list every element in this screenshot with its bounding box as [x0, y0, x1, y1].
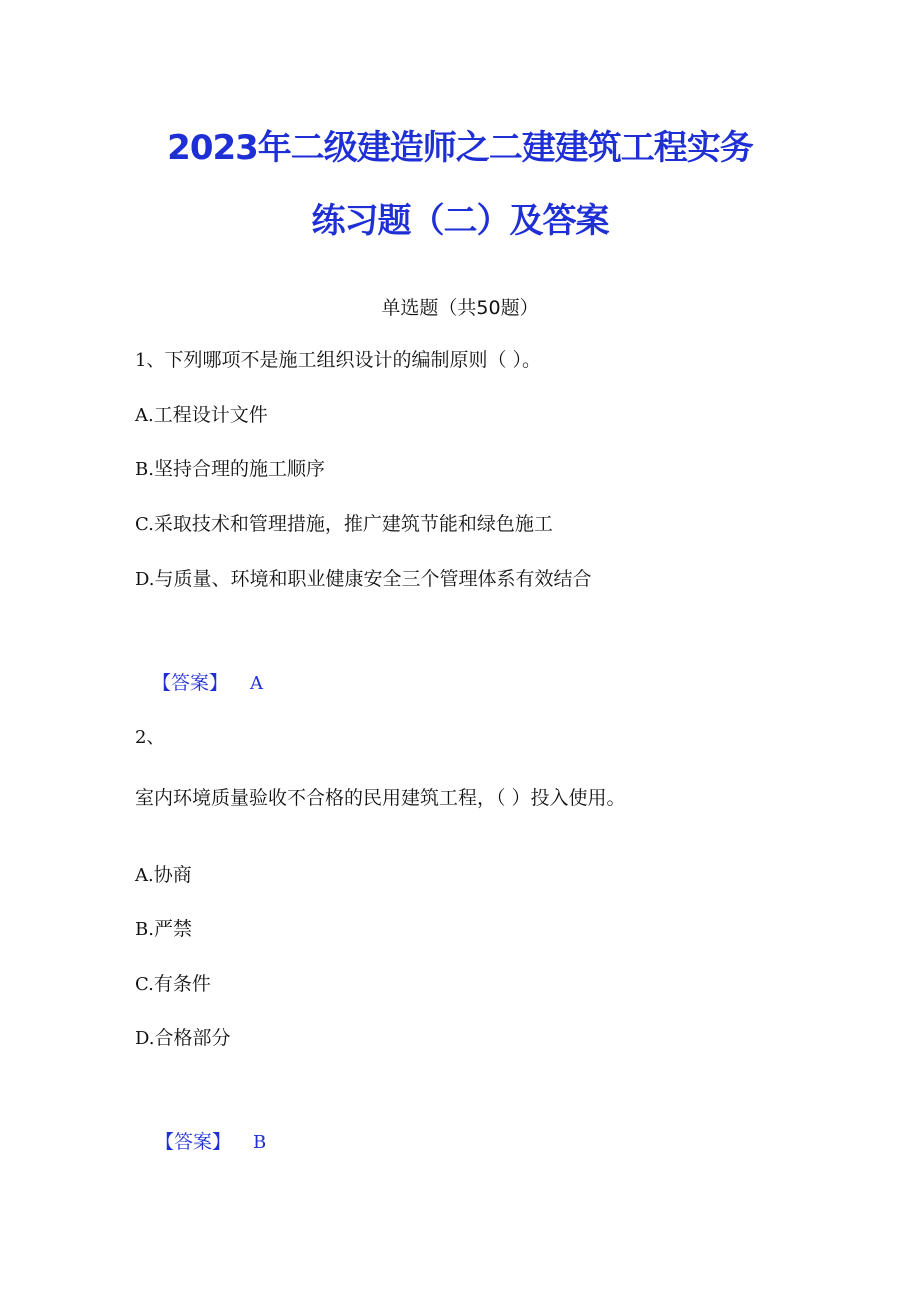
option-prefix: D.	[135, 1028, 155, 1049]
option-prefix: C.	[135, 974, 154, 995]
option-text: 有条件	[153, 973, 211, 995]
question-2-option-c	[135, 972, 211, 997]
question-2-option-a	[135, 863, 192, 888]
question-1-option-c	[135, 512, 553, 537]
option-text: 与质量、环境和职业健康安全三个管理体系有效结合	[154, 568, 592, 590]
question-2-option-d	[135, 1026, 231, 1051]
option-prefix: B.	[135, 919, 154, 940]
question-1-stem-line	[135, 348, 541, 373]
answer-value: B	[253, 1132, 267, 1153]
question-2-number: 2、	[135, 727, 165, 748]
question-2-option-b	[135, 917, 192, 942]
question-1-stem: 下列哪项不是施工组织设计的编制原则（ ）。	[164, 349, 541, 371]
option-text: 采取技术和管理措施，推广建筑节能和绿色施工	[153, 513, 553, 535]
question-2-stem: 室内环境质量验收不合格的民用建筑工程，（ ）投入使用。	[135, 787, 626, 809]
question-2-answer	[155, 1130, 266, 1155]
option-prefix: A.	[135, 405, 154, 426]
section-heading: 单选题（共50题）	[381, 297, 539, 319]
option-text: 工程设计文件	[153, 404, 268, 426]
question-1-option-d	[135, 567, 592, 592]
option-prefix: C.	[135, 514, 154, 535]
option-text: 坚持合理的施工顺序	[153, 458, 325, 480]
question-1-option-b	[135, 457, 325, 482]
option-prefix: A.	[135, 865, 154, 886]
answer-label: 【答案】	[152, 672, 229, 694]
question-1-answer	[152, 671, 263, 696]
answer-value: A	[250, 673, 264, 694]
document-title-line-2: 练习题（二）及答案	[311, 201, 609, 241]
answer-label: 【答案】	[155, 1131, 232, 1153]
option-text: 合格部分	[154, 1027, 231, 1049]
option-prefix: B.	[135, 459, 154, 480]
question-1-option-a	[135, 403, 268, 428]
option-text: 严禁	[153, 918, 192, 940]
question-2-number-line	[135, 725, 164, 750]
document-title-line-1: 2023年二级建造师之二建建筑工程实务	[167, 128, 753, 168]
option-text: 协商	[153, 864, 192, 886]
option-prefix: D.	[135, 569, 155, 590]
question-1-number: 1、	[135, 350, 165, 371]
